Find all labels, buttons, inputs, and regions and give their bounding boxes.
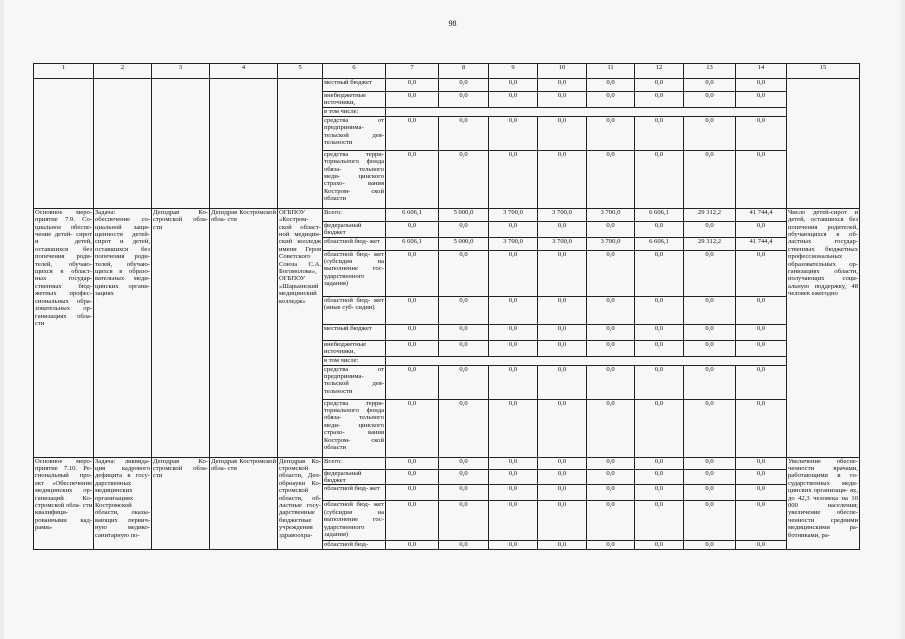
column-number: 3: [152, 64, 210, 79]
amount-cell: 0,0: [684, 469, 736, 485]
column-number: 2: [94, 64, 152, 79]
blank-cell: [152, 79, 210, 209]
amount-cell: 0,0: [489, 501, 538, 541]
amount-cell: 0,0: [386, 79, 439, 92]
amount-cell: 0,0: [684, 541, 736, 550]
amount-cell: 0,0: [538, 324, 587, 340]
amount-cell: 0,0: [587, 150, 635, 208]
amount-cell: 0,0: [538, 250, 587, 296]
column-number: 13: [684, 64, 736, 79]
amount-cell: 0,0: [386, 116, 439, 150]
activity-c3: Депздрав Ко- стромской обла- сти: [152, 457, 210, 550]
expected-result: Число детей-сирот и детей, оставшихся без попечения родителей, обучающихся в об- ластных государ- ственных бюджетных профессиональных образовательных ор- ганизациях области, получающих соци- альную поддержку, 48 человек ежегодно: [787, 208, 860, 457]
amount-cell: 0,0: [736, 79, 787, 92]
amount-cell: 0,0: [489, 457, 538, 469]
amount-cell: 0,0: [439, 324, 489, 340]
amount-cell: 0,0: [386, 365, 439, 399]
amount-cell: 0,0: [736, 457, 787, 469]
amount-cell: 0,0: [736, 485, 787, 501]
amount-cell: 0,0: [684, 116, 736, 150]
funding-source: Всего:: [323, 208, 386, 221]
funding-source: средства терри- ториального фонда обяза- тельного меди- цинского страхо- вания Костром- ской области: [323, 399, 386, 457]
activity-c5: ОГБПОУ «Костром- ской област- ной медицин- ский колледж имени Героя Советского Союза С.А. Богомолова», ОГБПОУ «Шарьинский медицинский колледж»: [278, 208, 323, 457]
amount-cell: 0,0: [587, 399, 635, 457]
amount-cell: 0,0: [684, 150, 736, 208]
amount-cell: 0,0: [439, 116, 489, 150]
funding-source: местный бюджет: [323, 79, 386, 92]
amount-cell: 0,0: [684, 340, 736, 356]
amount-cell: 0,0: [684, 501, 736, 541]
amount-cell: 0,0: [386, 221, 439, 237]
funding-table: [33, 63, 860, 550]
amount-cell: 0,0: [635, 221, 684, 237]
blank-cell: [787, 79, 860, 209]
amount-cell: 0,0: [736, 399, 787, 457]
amount-cell: 0,0: [736, 501, 787, 541]
amount-cell: 0,0: [635, 250, 684, 296]
amount-cell: 0,0: [489, 469, 538, 485]
amount-cell: 0,0: [538, 221, 587, 237]
column-number: 4: [210, 64, 278, 79]
amount-cell: 0,0: [439, 365, 489, 399]
amount-cell: 6 606,1: [386, 208, 439, 221]
amount-cell: 0,0: [684, 399, 736, 457]
amount-cell: 0,0: [538, 501, 587, 541]
funding-source: внебюджетные источники,: [323, 92, 386, 108]
amount-cell: 0,0: [587, 485, 635, 501]
amount-cell: 0,0: [439, 399, 489, 457]
activity-c4: Депздрав Костромской обла- сти: [210, 457, 278, 550]
amount-cell: 0,0: [386, 399, 439, 457]
amount-cell: 0,0: [635, 365, 684, 399]
amount-cell: 0,0: [736, 221, 787, 237]
amount-cell: 0,0: [386, 457, 439, 469]
funding-source: областной бюд-: [323, 541, 386, 550]
amount-cell: 0,0: [489, 150, 538, 208]
amount-cell: 0,0: [538, 79, 587, 92]
amount-cell: 0,0: [587, 501, 635, 541]
blank-cell: [34, 79, 94, 209]
funding-source: в том числе:: [323, 107, 386, 116]
document-page: [4, 0, 901, 639]
amount-cell: 0,0: [439, 150, 489, 208]
amount-cell: 0,0: [538, 541, 587, 550]
amount-cell: 0,0: [538, 469, 587, 485]
amount-cell: 6 606,1: [635, 208, 684, 221]
funding-source: федеральный бюджет: [323, 221, 386, 237]
amount-cell: 0,0: [684, 296, 736, 324]
amount-cell: 0,0: [736, 92, 787, 108]
amount-cell: 0,0: [439, 457, 489, 469]
amount-cell: 0,0: [538, 296, 587, 324]
funding-source: областной бюд- жет: [323, 485, 386, 501]
activity-c5: Депздрав Ко- стромской области, Деп- обрнауки Ко- стромской области, об- ластные госу- дарственные бюджетные учреждения здравоохра-: [278, 457, 323, 550]
funding-source: областной бюд- жет (субсидия на выполнение гос- ударственного задания): [323, 250, 386, 296]
amount-cell: 0,0: [386, 296, 439, 324]
amount-cell: 0,0: [684, 485, 736, 501]
column-number: 15: [787, 64, 860, 79]
amount-cell: 41 744,4: [736, 208, 787, 221]
amount-cell: 6 606,1: [386, 237, 439, 250]
funding-source: областной бюд- жет: [323, 237, 386, 250]
amount-cell: 29 312,2: [684, 208, 736, 221]
amount-cell: 0,0: [684, 250, 736, 296]
amount-cell: 29 312,2: [684, 237, 736, 250]
amount-cell: 0,0: [386, 469, 439, 485]
amount-cell: 0,0: [538, 485, 587, 501]
amount-cell: 0,0: [489, 324, 538, 340]
header-row: [34, 64, 860, 79]
amount-cell: 0,0: [587, 250, 635, 296]
column-number: 7: [386, 64, 439, 79]
amount-cell: 3 700,0: [587, 208, 635, 221]
amount-cell: 5 000,0: [439, 237, 489, 250]
amount-cell: 0,0: [587, 541, 635, 550]
amount-cell: 0,0: [538, 457, 587, 469]
funding-source: Всего:: [323, 457, 386, 469]
amount-cell: 0,0: [587, 340, 635, 356]
amount-cell: 0,0: [439, 79, 489, 92]
activity-c2: Задача: обеспечение со- циальной защи- щенности детей- сирот и детей, оставшихся без попечения роди- телей, обучаю- щихся в образо- вательных меди- цинских органи- зациях: [94, 208, 152, 457]
amount-cell: 0,0: [635, 79, 684, 92]
amount-cell: 0,0: [489, 79, 538, 92]
amount-cell: 0,0: [736, 150, 787, 208]
funding-source: средства от предпринима- тельской дея- тельности: [323, 365, 386, 399]
amount-cell: 0,0: [386, 92, 439, 108]
amount-cell: 0,0: [538, 340, 587, 356]
amount-cell: 0,0: [736, 340, 787, 356]
amount-cell: 0,0: [635, 469, 684, 485]
amount-cell: 0,0: [538, 150, 587, 208]
amount-cell: 0,0: [635, 399, 684, 457]
column-number: 5: [278, 64, 323, 79]
blank-cell: [386, 107, 787, 116]
activity-c1: Основное меро- приятие 7.10. Ре- гиональный про- ект «Обеспечение медицинских ор- ганизаций Ко- стромской обла- сти квалифици- рованными кад- рами»: [34, 457, 94, 550]
amount-cell: 0,0: [386, 250, 439, 296]
amount-cell: 3 700,0: [587, 237, 635, 250]
amount-cell: 0,0: [489, 541, 538, 550]
amount-cell: 0,0: [489, 250, 538, 296]
blank-cell: [386, 356, 787, 365]
column-number: 6: [323, 64, 386, 79]
column-number: 14: [736, 64, 787, 79]
amount-cell: 0,0: [736, 296, 787, 324]
blank-cell: [210, 79, 278, 209]
amount-cell: 5 000,0: [439, 208, 489, 221]
amount-cell: 0,0: [587, 324, 635, 340]
blank-cell: [94, 79, 152, 209]
amount-cell: 0,0: [386, 324, 439, 340]
amount-cell: 0,0: [538, 365, 587, 399]
amount-cell: 0,0: [386, 340, 439, 356]
amount-cell: 41 744,4: [736, 237, 787, 250]
column-number: 12: [635, 64, 684, 79]
table-row: [34, 79, 860, 92]
amount-cell: 0,0: [439, 92, 489, 108]
column-number: 8: [439, 64, 489, 79]
amount-cell: 0,0: [489, 399, 538, 457]
amount-cell: 0,0: [439, 250, 489, 296]
funding-source: федеральный бюджет: [323, 469, 386, 485]
amount-cell: 0,0: [587, 469, 635, 485]
amount-cell: 0,0: [684, 221, 736, 237]
amount-cell: 3 700,0: [489, 208, 538, 221]
amount-cell: 0,0: [439, 541, 489, 550]
amount-cell: 0,0: [587, 296, 635, 324]
amount-cell: 0,0: [439, 485, 489, 501]
amount-cell: 0,0: [386, 541, 439, 550]
amount-cell: 0,0: [684, 79, 736, 92]
page-number: 98: [448, 19, 457, 28]
activity-c4: Депздрав Костромской обла- сти: [210, 208, 278, 457]
amount-cell: 0,0: [635, 485, 684, 501]
amount-cell: 0,0: [736, 250, 787, 296]
amount-cell: 0,0: [489, 92, 538, 108]
amount-cell: 0,0: [489, 116, 538, 150]
expected-result: Увеличение обеспе- ченности врачами, работающими в го- сударственных меди- цинских организаци- ях, до 42,3 человека на 10 000 населения; увеличение обеспе- ченности средними медицинскими ра- ботниками, ра-: [787, 457, 860, 550]
activity-c1: Основное меро- приятие 7.9. Со- циальное обеспе- чение детей- сирот и детей, оставшихся без попечения роди- телей, обучаю- щихся в област- ных государ- ственных бюд- жетных профес- сиональных обра- зовательных ор- ганизациях обла- сти: [34, 208, 94, 457]
amount-cell: 0,0: [489, 221, 538, 237]
amount-cell: 0,0: [439, 340, 489, 356]
funding-source: в том числе:: [323, 356, 386, 365]
amount-cell: 0,0: [635, 541, 684, 550]
amount-cell: 0,0: [386, 150, 439, 208]
amount-cell: 0,0: [439, 469, 489, 485]
amount-cell: 0,0: [489, 296, 538, 324]
funding-source: местный бюджет: [323, 324, 386, 340]
amount-cell: 0,0: [439, 221, 489, 237]
funding-source: областной бюд- жет (иные суб- сидии): [323, 296, 386, 324]
amount-cell: 0,0: [635, 340, 684, 356]
amount-cell: 0,0: [635, 324, 684, 340]
amount-cell: 0,0: [489, 365, 538, 399]
amount-cell: 0,0: [684, 324, 736, 340]
amount-cell: 0,0: [635, 92, 684, 108]
column-number: 11: [587, 64, 635, 79]
amount-cell: 0,0: [736, 324, 787, 340]
amount-cell: 0,0: [439, 296, 489, 324]
amount-cell: 0,0: [684, 457, 736, 469]
amount-cell: 0,0: [386, 485, 439, 501]
column-number: 1: [34, 64, 94, 79]
amount-cell: 0,0: [538, 92, 587, 108]
column-number: 9: [489, 64, 538, 79]
amount-cell: 0,0: [635, 116, 684, 150]
amount-cell: 0,0: [538, 116, 587, 150]
table-row: [34, 457, 860, 469]
amount-cell: 0,0: [386, 501, 439, 541]
amount-cell: 0,0: [587, 116, 635, 150]
activity-c2: Задача: ликвида- ция кадрового дефицита в госу- дарственных медицинских организациях Костромской области, оказы- вающих первич- ную медико- санитарную по-: [94, 457, 152, 550]
amount-cell: 0,0: [635, 501, 684, 541]
amount-cell: 0,0: [587, 457, 635, 469]
amount-cell: 0,0: [587, 221, 635, 237]
amount-cell: 0,0: [684, 365, 736, 399]
amount-cell: 0,0: [736, 541, 787, 550]
amount-cell: 0,0: [587, 365, 635, 399]
funding-source: областной бюд- жет (субсидия на выполнение гос- ударственного задания): [323, 501, 386, 541]
column-number: 10: [538, 64, 587, 79]
amount-cell: 0,0: [684, 92, 736, 108]
amount-cell: 0,0: [736, 365, 787, 399]
amount-cell: 0,0: [489, 340, 538, 356]
amount-cell: 3 700,0: [538, 208, 587, 221]
amount-cell: 0,0: [635, 150, 684, 208]
funding-source: средства терри- ториального фонда обяза- тельного меди- цинского страхо- вания Костром- ской области: [323, 150, 386, 208]
amount-cell: 0,0: [439, 501, 489, 541]
activity-c3: Депздрав Ко- стромской обла- сти: [152, 208, 210, 457]
funding-source: средства от предпринима- тельской дея- тельности: [323, 116, 386, 150]
funding-source: внебюджетные источники,: [323, 340, 386, 356]
amount-cell: 6 606,1: [635, 237, 684, 250]
amount-cell: 0,0: [587, 79, 635, 92]
table-row: [34, 208, 860, 221]
amount-cell: 0,0: [736, 469, 787, 485]
amount-cell: 0,0: [635, 296, 684, 324]
amount-cell: 0,0: [587, 92, 635, 108]
amount-cell: 0,0: [736, 116, 787, 150]
amount-cell: 0,0: [635, 457, 684, 469]
amount-cell: 3 700,0: [489, 237, 538, 250]
amount-cell: 3 700,0: [538, 237, 587, 250]
blank-cell: [278, 79, 323, 209]
amount-cell: 0,0: [538, 399, 587, 457]
amount-cell: 0,0: [489, 485, 538, 501]
